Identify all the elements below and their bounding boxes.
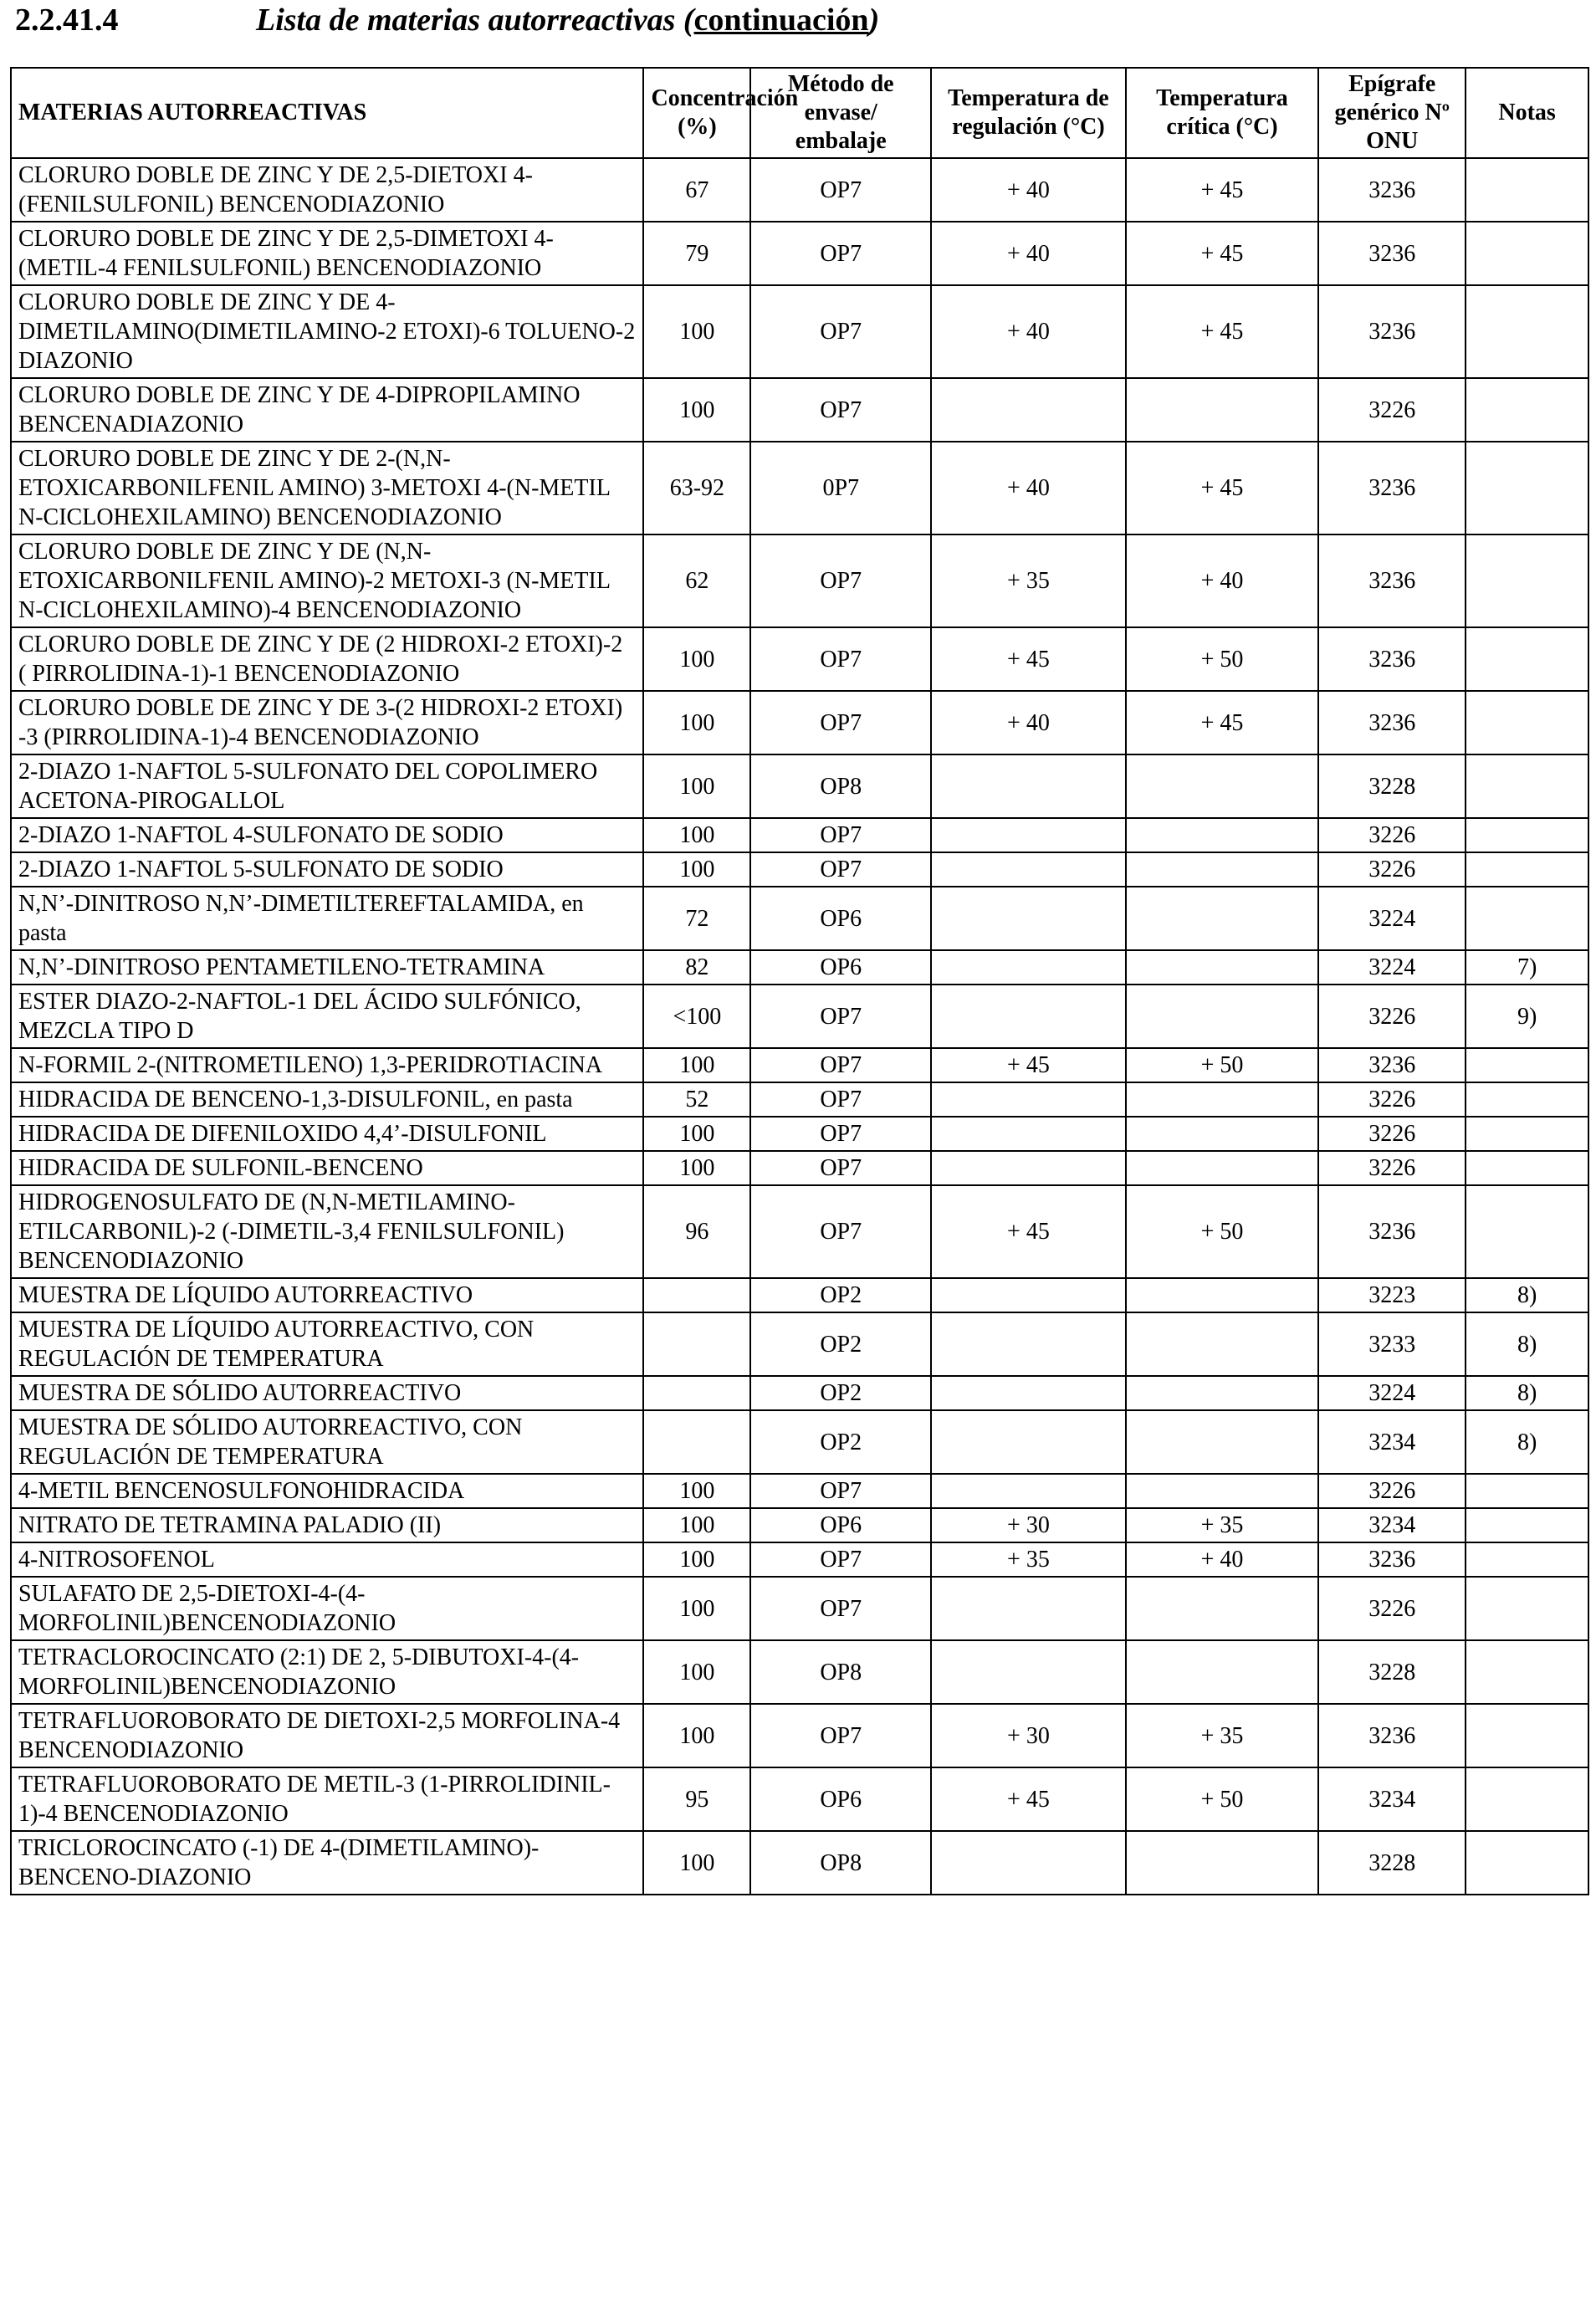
cell-emergency-temperature xyxy=(1126,1312,1319,1376)
cell-notes xyxy=(1466,1640,1588,1704)
cell-notes xyxy=(1466,1577,1588,1640)
cell-substance-name: SULAFATO DE 2,5-DIETOXI-4-(4-MORFOLINIL)BENCENODIAZONIO xyxy=(11,1577,643,1640)
cell-packing-method: OP7 xyxy=(750,1151,931,1185)
cell-packing-method: OP6 xyxy=(750,1767,931,1831)
cell-notes: 7) xyxy=(1466,950,1588,985)
cell-emergency-temperature xyxy=(1126,1410,1319,1474)
cell-emergency-temperature: + 40 xyxy=(1126,1542,1319,1577)
cell-substance-name: HIDRACIDA DE BENCENO-1,3-DISULFONIL, en pasta xyxy=(11,1082,643,1117)
cell-emergency-temperature xyxy=(1126,1082,1319,1117)
column-header: Concentración (%) xyxy=(643,68,750,158)
cell-notes xyxy=(1466,1117,1588,1151)
cell-notes xyxy=(1466,1082,1588,1117)
cell-substance-name: N,N’-DINITROSO N,N’-DIMETILTEREFTALAMIDA, en pasta xyxy=(11,887,643,950)
cell-control-temperature xyxy=(931,378,1126,442)
cell-un-number: 3234 xyxy=(1318,1508,1466,1542)
cell-emergency-temperature: + 45 xyxy=(1126,222,1319,285)
table-body xyxy=(11,158,1588,1895)
cell-substance-name: 2-DIAZO 1-NAFTOL 5-SULFONATO DEL COPOLIMERO ACETONA-PIROGALLOL xyxy=(11,754,643,818)
table-row xyxy=(11,1048,1588,1082)
cell-concentration: 100 xyxy=(643,1151,750,1185)
cell-notes xyxy=(1466,222,1588,285)
cell-emergency-temperature: + 35 xyxy=(1126,1704,1319,1767)
table-row xyxy=(11,1278,1588,1312)
cell-control-temperature xyxy=(931,887,1126,950)
cell-control-temperature: + 45 xyxy=(931,1185,1126,1278)
cell-notes xyxy=(1466,1767,1588,1831)
table-row xyxy=(11,378,1588,442)
cell-un-number: 3233 xyxy=(1318,1312,1466,1376)
cell-notes xyxy=(1466,158,1588,222)
cell-packing-method: OP7 xyxy=(750,627,931,691)
cell-packing-method: OP7 xyxy=(750,1082,931,1117)
cell-notes xyxy=(1466,1704,1588,1767)
cell-concentration: <100 xyxy=(643,985,750,1048)
cell-control-temperature: + 40 xyxy=(931,691,1126,754)
cell-un-number: 3236 xyxy=(1318,1704,1466,1767)
cell-packing-method: OP7 xyxy=(750,1474,931,1508)
cell-concentration: 100 xyxy=(643,285,750,378)
cell-substance-name: 4-NITROSOFENOL xyxy=(11,1542,643,1577)
table-row xyxy=(11,1767,1588,1831)
cell-notes xyxy=(1466,285,1588,378)
table-row xyxy=(11,158,1588,222)
cell-substance-name: 2-DIAZO 1-NAFTOL 5-SULFONATO DE SODIO xyxy=(11,852,643,887)
cell-un-number: 3236 xyxy=(1318,1048,1466,1082)
cell-substance-name: 2-DIAZO 1-NAFTOL 4-SULFONATO DE SODIO xyxy=(11,818,643,852)
cell-emergency-temperature xyxy=(1126,852,1319,887)
cell-substance-name: CLORURO DOBLE DE ZINC Y DE 2-(N,N-ETOXICARBONILFENIL AMINO) 3-METOXI 4-(N-METIL N-CICLOHEXILAMINO) BENCENODIAZONIO xyxy=(11,442,643,534)
cell-notes xyxy=(1466,887,1588,950)
table-row xyxy=(11,627,1588,691)
cell-concentration xyxy=(643,1278,750,1312)
table-row xyxy=(11,442,1588,534)
cell-emergency-temperature xyxy=(1126,1640,1319,1704)
cell-concentration: 100 xyxy=(643,754,750,818)
cell-packing-method: OP8 xyxy=(750,754,931,818)
table-row xyxy=(11,1410,1588,1474)
cell-packing-method: OP7 xyxy=(750,378,931,442)
cell-concentration: 63-92 xyxy=(643,442,750,534)
table-row xyxy=(11,1704,1588,1767)
cell-control-temperature: + 40 xyxy=(931,158,1126,222)
cell-substance-name: CLORURO DOBLE DE ZINC Y DE 3-(2 HIDROXI-2 ETOXI) -3 (PIRROLIDINA-1)-4 BENCENODIAZONIO xyxy=(11,691,643,754)
cell-concentration: 100 xyxy=(643,1577,750,1640)
cell-control-temperature xyxy=(931,1640,1126,1704)
cell-substance-name: N,N’-DINITROSO PENTAMETILENO-TETRAMINA xyxy=(11,950,643,985)
cell-packing-method: OP7 xyxy=(750,818,931,852)
cell-emergency-temperature: + 50 xyxy=(1126,627,1319,691)
cell-notes xyxy=(1466,1831,1588,1895)
cell-control-temperature: + 35 xyxy=(931,534,1126,627)
cell-substance-name: TETRAFLUOROBORATO DE DIETOXI-2,5 MORFOLINA-4 BENCENODIAZONIO xyxy=(11,1704,643,1767)
cell-packing-method: OP7 xyxy=(750,285,931,378)
cell-control-temperature xyxy=(931,852,1126,887)
cell-un-number: 3223 xyxy=(1318,1278,1466,1312)
section-heading xyxy=(15,0,1588,47)
table-row xyxy=(11,985,1588,1048)
cell-concentration: 100 xyxy=(643,852,750,887)
cell-notes xyxy=(1466,691,1588,754)
table-row xyxy=(11,534,1588,627)
cell-notes: 8) xyxy=(1466,1312,1588,1376)
cell-control-temperature: + 45 xyxy=(931,627,1126,691)
cell-packing-method: OP7 xyxy=(750,691,931,754)
cell-substance-name: ESTER DIAZO-2-NAFTOL-1 DEL ÁCIDO SULFÓNICO, MEZCLA TIPO D xyxy=(11,985,643,1048)
table-row xyxy=(11,691,1588,754)
close-paren: ) xyxy=(868,3,880,38)
cell-control-temperature xyxy=(931,1410,1126,1474)
cell-un-number: 3224 xyxy=(1318,950,1466,985)
cell-control-temperature: + 35 xyxy=(931,1542,1126,1577)
cell-notes xyxy=(1466,1048,1588,1082)
cell-packing-method: OP2 xyxy=(750,1312,931,1376)
cell-concentration: 96 xyxy=(643,1185,750,1278)
cell-control-temperature: + 40 xyxy=(931,285,1126,378)
cell-substance-name: TETRAFLUOROBORATO DE METIL-3 (1-PIRROLIDINIL-1)-4 BENCENODIAZONIO xyxy=(11,1767,643,1831)
section-title-text: Lista de materias autorreactivas xyxy=(256,3,676,38)
cell-substance-name: 4-METIL BENCENOSULFONOHIDRACIDA xyxy=(11,1474,643,1508)
cell-un-number: 3236 xyxy=(1318,627,1466,691)
cell-packing-method: OP7 xyxy=(750,1117,931,1151)
cell-un-number: 3236 xyxy=(1318,1185,1466,1278)
cell-control-temperature: + 40 xyxy=(931,442,1126,534)
table-row xyxy=(11,887,1588,950)
cell-packing-method: OP7 xyxy=(750,1185,931,1278)
table-row xyxy=(11,1185,1588,1278)
section-number: 2.2.41.4 xyxy=(15,3,119,38)
cell-un-number: 3226 xyxy=(1318,1577,1466,1640)
table-row xyxy=(11,818,1588,852)
cell-emergency-temperature xyxy=(1126,1577,1319,1640)
cell-un-number: 3226 xyxy=(1318,985,1466,1048)
cell-concentration: 100 xyxy=(643,1542,750,1577)
cell-packing-method: OP2 xyxy=(750,1376,931,1410)
column-header: Temperatura crítica (°C) xyxy=(1126,68,1319,158)
cell-packing-method: OP2 xyxy=(750,1278,931,1312)
table-row xyxy=(11,1542,1588,1577)
cell-packing-method: OP8 xyxy=(750,1831,931,1895)
cell-notes xyxy=(1466,1542,1588,1577)
cell-emergency-temperature: + 50 xyxy=(1126,1185,1319,1278)
cell-control-temperature: + 30 xyxy=(931,1508,1126,1542)
cell-un-number: 3224 xyxy=(1318,887,1466,950)
table-row xyxy=(11,950,1588,985)
cell-notes xyxy=(1466,852,1588,887)
cell-notes xyxy=(1466,1508,1588,1542)
cell-un-number: 3226 xyxy=(1318,818,1466,852)
self-reactive-substances-table xyxy=(10,67,1589,1895)
cell-un-number: 3236 xyxy=(1318,1542,1466,1577)
table-row xyxy=(11,1831,1588,1895)
cell-substance-name: CLORURO DOBLE DE ZINC Y DE (2 HIDROXI-2 ETOXI)-2 ( PIRROLIDINA-1)-1 BENCENODIAZONIO xyxy=(11,627,643,691)
cell-concentration: 72 xyxy=(643,887,750,950)
cell-control-temperature: + 40 xyxy=(931,222,1126,285)
table-row xyxy=(11,1151,1588,1185)
cell-emergency-temperature xyxy=(1126,985,1319,1048)
cell-concentration: 100 xyxy=(643,1640,750,1704)
cell-packing-method: 0P7 xyxy=(750,442,931,534)
cell-control-temperature xyxy=(931,1577,1126,1640)
cell-un-number: 3236 xyxy=(1318,222,1466,285)
cell-emergency-temperature: + 45 xyxy=(1126,285,1319,378)
cell-un-number: 3226 xyxy=(1318,1474,1466,1508)
continuation-label: continuación xyxy=(693,3,869,38)
cell-packing-method: OP6 xyxy=(750,887,931,950)
cell-substance-name: CLORURO DOBLE DE ZINC Y DE 4-DIMETILAMINO(DIMETILAMINO-2 ETOXI)-6 TOLUENO-2 DIAZONIO xyxy=(11,285,643,378)
cell-packing-method: OP6 xyxy=(750,950,931,985)
cell-emergency-temperature xyxy=(1126,1831,1319,1895)
table-row xyxy=(11,852,1588,887)
cell-notes xyxy=(1466,627,1588,691)
cell-control-temperature xyxy=(931,818,1126,852)
table-row xyxy=(11,222,1588,285)
cell-packing-method: OP7 xyxy=(750,852,931,887)
table-row xyxy=(11,1117,1588,1151)
cell-concentration: 95 xyxy=(643,1767,750,1831)
cell-control-temperature xyxy=(931,1376,1126,1410)
cell-substance-name: TRICLOROCINCATO (-1) DE 4-(DIMETILAMINO)-BENCENO-DIAZONIO xyxy=(11,1831,643,1895)
cell-substance-name: N-FORMIL 2-(NITROMETILENO) 1,3-PERIDROTIACINA xyxy=(11,1048,643,1082)
cell-substance-name: MUESTRA DE LÍQUIDO AUTORREACTIVO, CON REGULACIÓN DE TEMPERATURA xyxy=(11,1312,643,1376)
cell-concentration: 100 xyxy=(643,378,750,442)
cell-emergency-temperature: + 45 xyxy=(1126,691,1319,754)
cell-un-number: 3236 xyxy=(1318,285,1466,378)
table-row xyxy=(11,1082,1588,1117)
cell-emergency-temperature: + 50 xyxy=(1126,1767,1319,1831)
cell-substance-name: TETRACLOROCINCATO (2:1) DE 2, 5-DIBUTOXI-4-(4-MORFOLINIL)BENCENODIAZONIO xyxy=(11,1640,643,1704)
cell-packing-method: OP7 xyxy=(750,158,931,222)
table-row xyxy=(11,285,1588,378)
cell-un-number: 3236 xyxy=(1318,442,1466,534)
column-header: Notas xyxy=(1466,68,1588,158)
cell-control-temperature: + 45 xyxy=(931,1048,1126,1082)
column-header: Temperatura de regulación (°C) xyxy=(931,68,1126,158)
cell-concentration: 100 xyxy=(643,1474,750,1508)
cell-un-number: 3228 xyxy=(1318,754,1466,818)
cell-substance-name: CLORURO DOBLE DE ZINC Y DE (N,N-ETOXICARBONILFENIL AMINO)-2 METOXI-3 (N-METIL N-CICLOHEXILAMINO)-4 BENCENODIAZONIO xyxy=(11,534,643,627)
cell-substance-name: MUESTRA DE SÓLIDO AUTORREACTIVO xyxy=(11,1376,643,1410)
cell-emergency-temperature xyxy=(1126,1376,1319,1410)
cell-un-number: 3236 xyxy=(1318,158,1466,222)
cell-substance-name: CLORURO DOBLE DE ZINC Y DE 2,5-DIETOXI 4-(FENILSULFONIL) BENCENODIAZONIO xyxy=(11,158,643,222)
cell-control-temperature: + 30 xyxy=(931,1704,1126,1767)
cell-packing-method: OP7 xyxy=(750,222,931,285)
cell-notes: 8) xyxy=(1466,1278,1588,1312)
cell-emergency-temperature xyxy=(1126,818,1319,852)
cell-concentration xyxy=(643,1312,750,1376)
cell-substance-name: CLORURO DOBLE DE ZINC Y DE 4-DIPROPILAMINO BENCENADIAZONIO xyxy=(11,378,643,442)
cell-emergency-temperature xyxy=(1126,1117,1319,1151)
cell-concentration: 100 xyxy=(643,818,750,852)
cell-un-number: 3236 xyxy=(1318,534,1466,627)
cell-concentration: 79 xyxy=(643,222,750,285)
cell-un-number: 3228 xyxy=(1318,1640,1466,1704)
cell-emergency-temperature: + 50 xyxy=(1126,1048,1319,1082)
cell-un-number: 3226 xyxy=(1318,1151,1466,1185)
cell-substance-name: MUESTRA DE SÓLIDO AUTORREACTIVO, CON REGULACIÓN DE TEMPERATURA xyxy=(11,1410,643,1474)
cell-emergency-temperature: + 35 xyxy=(1126,1508,1319,1542)
cell-concentration: 100 xyxy=(643,1831,750,1895)
cell-concentration: 52 xyxy=(643,1082,750,1117)
cell-emergency-temperature: + 45 xyxy=(1126,158,1319,222)
cell-concentration: 100 xyxy=(643,1048,750,1082)
cell-emergency-temperature xyxy=(1126,1474,1319,1508)
cell-notes xyxy=(1466,1151,1588,1185)
cell-packing-method: OP2 xyxy=(750,1410,931,1474)
cell-control-temperature xyxy=(931,1117,1126,1151)
cell-concentration: 100 xyxy=(643,1508,750,1542)
cell-control-temperature xyxy=(931,1312,1126,1376)
cell-notes xyxy=(1466,1185,1588,1278)
table-row xyxy=(11,1474,1588,1508)
cell-packing-method: OP7 xyxy=(750,1577,931,1640)
cell-emergency-temperature xyxy=(1126,1278,1319,1312)
cell-packing-method: OP6 xyxy=(750,1508,931,1542)
cell-substance-name: MUESTRA DE LÍQUIDO AUTORREACTIVO xyxy=(11,1278,643,1312)
table-row xyxy=(11,1376,1588,1410)
column-header: Método de envase/ embalaje xyxy=(750,68,931,158)
cell-control-temperature xyxy=(931,1151,1126,1185)
table-row xyxy=(11,1312,1588,1376)
table-row xyxy=(11,1577,1588,1640)
cell-un-number: 3228 xyxy=(1318,1831,1466,1895)
cell-packing-method: OP7 xyxy=(750,985,931,1048)
cell-emergency-temperature xyxy=(1126,950,1319,985)
cell-control-temperature: + 45 xyxy=(931,1767,1126,1831)
cell-notes xyxy=(1466,1474,1588,1508)
cell-concentration: 100 xyxy=(643,627,750,691)
cell-packing-method: OP8 xyxy=(750,1640,931,1704)
cell-concentration: 100 xyxy=(643,1117,750,1151)
cell-concentration: 67 xyxy=(643,158,750,222)
cell-concentration: 82 xyxy=(643,950,750,985)
cell-notes xyxy=(1466,818,1588,852)
column-header: Epígrafe genérico Nº ONU xyxy=(1318,68,1466,158)
cell-control-temperature xyxy=(931,950,1126,985)
cell-un-number: 3234 xyxy=(1318,1767,1466,1831)
cell-notes xyxy=(1466,378,1588,442)
cell-un-number: 3236 xyxy=(1318,691,1466,754)
cell-packing-method: OP7 xyxy=(750,534,931,627)
table-row xyxy=(11,754,1588,818)
cell-substance-name: HIDROGENOSULFATO DE (N,N-METILAMINO-ETILCARBONIL)-2 (-DIMETIL-3,4 FENILSULFONIL) BENCENODIAZONIO xyxy=(11,1185,643,1278)
cell-notes: 8) xyxy=(1466,1410,1588,1474)
cell-control-temperature xyxy=(931,1474,1126,1508)
cell-packing-method: OP7 xyxy=(750,1048,931,1082)
cell-un-number: 3224 xyxy=(1318,1376,1466,1410)
cell-concentration: 100 xyxy=(643,691,750,754)
cell-notes xyxy=(1466,534,1588,627)
cell-substance-name: HIDRACIDA DE DIFENILOXIDO 4,4’-DISULFONIL xyxy=(11,1117,643,1151)
cell-un-number: 3226 xyxy=(1318,852,1466,887)
cell-un-number: 3234 xyxy=(1318,1410,1466,1474)
cell-emergency-temperature: + 45 xyxy=(1126,442,1319,534)
cell-control-temperature xyxy=(931,754,1126,818)
cell-notes xyxy=(1466,754,1588,818)
cell-emergency-temperature: + 40 xyxy=(1126,534,1319,627)
cell-emergency-temperature xyxy=(1126,1151,1319,1185)
cell-emergency-temperature xyxy=(1126,887,1319,950)
cell-emergency-temperature xyxy=(1126,378,1319,442)
cell-control-temperature xyxy=(931,1831,1126,1895)
cell-packing-method: OP7 xyxy=(750,1704,931,1767)
cell-control-temperature xyxy=(931,1278,1126,1312)
section-title xyxy=(256,3,879,38)
cell-concentration: 100 xyxy=(643,1704,750,1767)
cell-notes xyxy=(1466,442,1588,534)
cell-packing-method: OP7 xyxy=(750,1542,931,1577)
cell-substance-name: HIDRACIDA DE SULFONIL-BENCENO xyxy=(11,1151,643,1185)
cell-notes: 8) xyxy=(1466,1376,1588,1410)
cell-concentration xyxy=(643,1376,750,1410)
cell-un-number: 3226 xyxy=(1318,378,1466,442)
cell-substance-name: CLORURO DOBLE DE ZINC Y DE 2,5-DIMETOXI 4-(METIL-4 FENILSULFONIL) BENCENODIAZONIO xyxy=(11,222,643,285)
cell-concentration xyxy=(643,1410,750,1474)
open-paren: ( xyxy=(683,3,694,38)
cell-un-number: 3226 xyxy=(1318,1082,1466,1117)
table-header-row xyxy=(11,68,1588,158)
cell-substance-name: NITRATO DE TETRAMINA PALADIO (II) xyxy=(11,1508,643,1542)
cell-un-number: 3226 xyxy=(1318,1117,1466,1151)
cell-concentration: 62 xyxy=(643,534,750,627)
cell-control-temperature xyxy=(931,1082,1126,1117)
table-row xyxy=(11,1508,1588,1542)
table-row xyxy=(11,1640,1588,1704)
cell-control-temperature xyxy=(931,985,1126,1048)
column-header: MATERIAS AUTORREACTIVAS xyxy=(11,68,643,158)
cell-emergency-temperature xyxy=(1126,754,1319,818)
cell-notes: 9) xyxy=(1466,985,1588,1048)
